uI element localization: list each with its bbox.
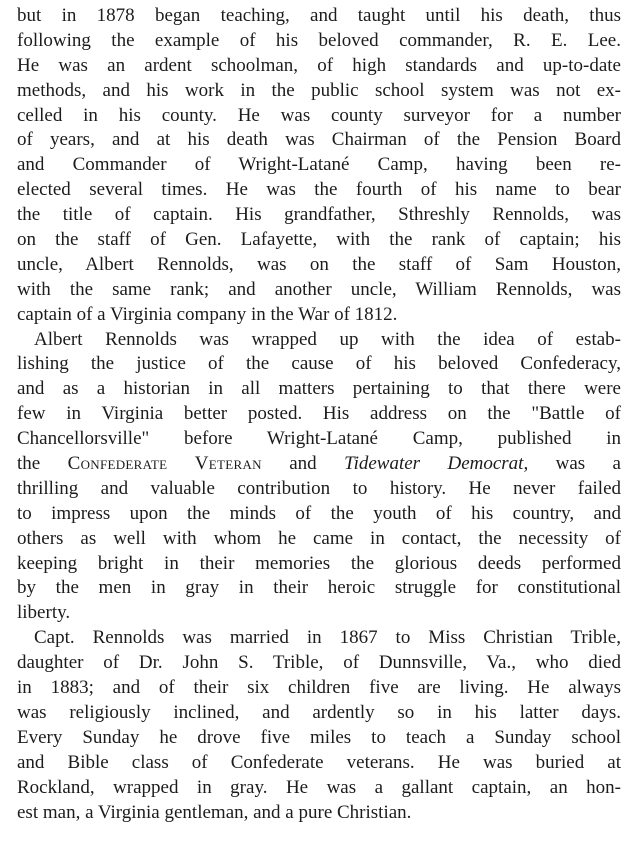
text-line: in 1883; and of their six children five are living. He always <box>17 677 621 699</box>
text-line: few in Virginia better posted. His address on the "Battle of <box>17 403 621 425</box>
text-line: by the men in gray in their heroic struggle for constitutional <box>17 577 621 599</box>
text-line: elected several times. He was the fourth of his name to bear <box>17 179 621 201</box>
text-line-with-titles <box>17 452 621 477</box>
text-line: He was an ardent schoolman, of high standards and up-to-date <box>17 54 621 76</box>
text-line: the title of captain. His grandfather, Sthreshly Rennolds, was <box>17 204 621 226</box>
line-text-post: was a <box>528 453 621 475</box>
paragraph-1 <box>17 4 621 328</box>
text-line: following the example of his beloved commander, R. E. Lee. <box>17 29 621 51</box>
text-line: daughter of Dr. John S. Trible, of Dunnsville, Va., who died <box>17 652 621 674</box>
text-line: but in 1878 began teaching, and taught until his death, thus <box>17 5 621 26</box>
text-line: and Commander of Wright-Latané Camp, having been re- <box>17 154 621 176</box>
text-line: and as a historian in all matters pertaining to that there were <box>17 378 621 400</box>
text-line: uncle, Albert Rennolds, was on the staff of Sam Houston, <box>17 253 621 275</box>
text-line: captain of a Virginia company in the War of 1812. <box>17 303 398 325</box>
text-line: celled in his county. He was county surveyor for a number <box>17 104 621 126</box>
periodical-title-confederate-veteran: Confederate Veteran <box>67 453 262 475</box>
text-line: liberty. <box>17 602 71 624</box>
text-line: to impress upon the minds of the youth of his country, and <box>17 502 621 524</box>
line-text-pre: the <box>17 453 68 475</box>
text-line: Capt. Rennolds was married in 1867 to Miss Christian Trible, <box>34 627 621 649</box>
text-line: and Bible class of Confederate veterans. He was buried at <box>17 751 621 773</box>
line-text-mid: and <box>261 453 345 475</box>
text-line: of years, and at his death was Chairman of the Pension Board <box>17 129 621 151</box>
text-line: Chancellorsville" before Wright-Latané Camp, published in <box>17 428 621 450</box>
text-line: methods, and his work in the public school system was not ex- <box>17 79 621 101</box>
paragraph-3 <box>17 626 621 825</box>
text-line: on the staff of Gen. Lafayette, with the rank of captain; his <box>17 229 621 251</box>
text-line: thrilling and valuable contribution to history. He never failed <box>17 477 621 499</box>
text-line: others as well with whom he came in contact, the necessity of <box>17 527 621 549</box>
text-line: Albert Rennolds was wrapped up with the idea of estab- <box>34 328 621 350</box>
text-line: with the same rank; and another uncle, William Rennolds, was <box>17 278 621 300</box>
text-line: est man, a Virginia gentleman, and a pure Christian. <box>17 801 412 823</box>
text-line: was religiously inclined, and ardently so in his latter days. <box>17 701 621 723</box>
text-line: keeping bright in their memories the glorious deeds performed <box>17 552 621 574</box>
periodical-title-tidewater-democrat: Tidewater Democrat, <box>344 453 529 475</box>
text-line: lishing the justice of the cause of his beloved Confederacy, <box>17 353 621 375</box>
text-line: Every Sunday he drove five miles to teach a Sunday school <box>17 726 621 748</box>
paragraph-2 <box>17 328 621 627</box>
text-line: Rockland, wrapped in gray. He was a gallant captain, an hon- <box>17 776 621 798</box>
